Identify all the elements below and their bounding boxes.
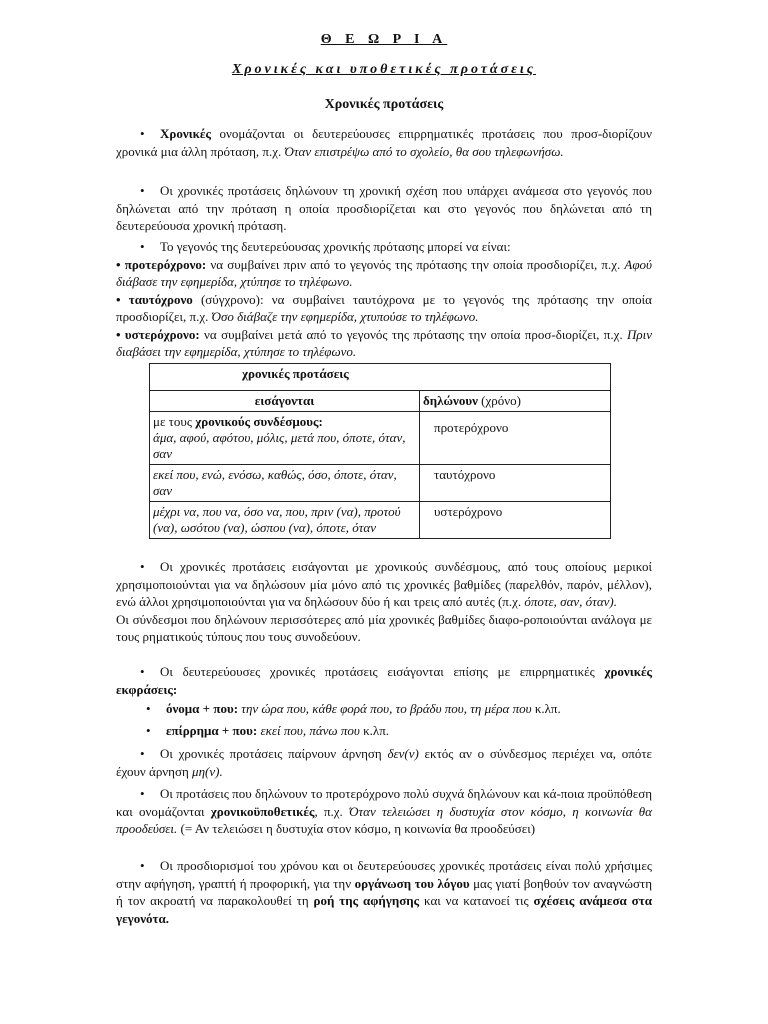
table-cell: ταυτόχρονο (420, 465, 611, 502)
paragraph-text: Το γεγονός της δευτερεύουσας χρονικής πρότασης μπορεί να είναι: (160, 239, 511, 254)
term-bold: χρονικοϋποθετικές (210, 803, 315, 819)
paragraph-types: • Το γεγονός της δευτερεύουσας χρονικής πρότασης μπορεί να είναι: • προτερόχρονο: να συμβαίνει πριν από το γεγονός της πρότασης την οποία προσδιορίζει, π.χ. Αφού διάβασε την εφημερίδα, χτύπησε το τηλέφωνο. • ταυτόχρονο (σύγχρονο): να συμβαίνει ταυτόχρονα με το γεγονός της πρότασης την οποία προσδιορίζει, π.χ. Όσο διάβαζε την εφημερίδα, χτυπούσε το τηλέφωνο. • υστερόχρονο: να συμβαίνει μετά από το γεγονός της πρότασης την οποία προσ-διορίζει, π.χ. Πριν διαβάσει την εφημερίδα, χτύπησε το τηλέφωνο. (116, 239, 652, 359)
table-header: χρονικές προτάσεις (150, 364, 611, 391)
example-text: εκεί που, πάνω που (257, 723, 360, 738)
table-row (150, 502, 611, 539)
term-bold: χρονικές εκφράσεις: (116, 664, 652, 697)
paragraph-negation: • Οι χρονικές προτάσεις παίρνουν άρνηση δεν(ν) εκτός αν ο σύνδεσμος περιέχει να, οπότε έχουν άρνηση μη(ν). (116, 746, 652, 779)
document-subtitle: Χρονικές και υποθετικές προτάσεις (232, 62, 536, 77)
column-header-bold: δηλώνουν (423, 393, 478, 408)
paragraph-text: ονομάζονται οι δευτερεύουσες επιρρηματικές προτάσεις που προσ-διορίζουν χρονικά μια άλλη πρόταση, π.χ. (116, 126, 652, 159)
document-title: Θ Ε Ω Ρ Ι Α (320, 32, 448, 47)
cell-bold: χρονικούς συνδέσμους: (195, 414, 323, 429)
list-text: να συμβαίνει ταυτόχρονα με το γεγονός της πρότασης την οποία προσδιορίζει, π.χ. (116, 291, 652, 324)
paragraph-usage: • Οι προσδιορισμοί του χρόνου και οι δευτερεύουσες χρονικές προτάσεις είναι πολύ χρήσιμες στην αφήγηση, γραπτή ή προφορική, για την οργάνωση του λόγου μας γιατί βοηθούν τον αναγνώστη ή τον ακροατή να παρακολουθεί τη ροή της αφήγησης και να κατανοεί τις σχέσεις ανάμεσα στα γεγονότα. (116, 858, 652, 926)
list-item-noun-pou: • όνομα + που: την ώρα που, κάθε φορά που, το βράδυ που, τη μέρα που κ.λπ. (146, 701, 561, 716)
list-label: • προτερόχρονο: (116, 256, 207, 272)
table-cell (150, 502, 420, 539)
list-item (116, 326, 652, 361)
section-heading: Χρονικές προτάσεις (324, 97, 444, 112)
example-text: Όσο διάβαζε την εφημερίδα, χτυπούσε το τηλέφωνο. (211, 309, 479, 324)
paragraph-conjunctions: • Οι χρονικές προτάσεις εισάγονται με χρονικούς συνδέσμους, από τους οποίους μερικοί χρησιμοποιούνται για να δηλώσουν μία μόνο από τις χρονικές βαθμίδες (παρελθόν, παρόν, μέλλον), ενώ άλλοι χρησιμοποιούνται για να δηλώσουν δύο ή και τρεις από αυτές (π.χ. όποτε, σαν, όταν). Οι σύνδεσμοι που δηλώνουν περισσότερες από μία χρονικές βαθμίδες διαφο-ροποιούνται ανάλογα με τους ρηματικούς τύπους που τους συνοδεύουν. (116, 559, 652, 644)
paragraph-relation: • Οι χρονικές προτάσεις δηλώνουν τη χρονική σχέση που υπάρχει ανάμεσα στο γεγονός που δηλώνεται από την πρόταση η οποία προσδιορίζεται και στο γεγονός που δηλώνεται από τη δευτερεύουσα χρονική πρόταση. (116, 183, 652, 233)
list-label: • ταυτόχρονο (116, 291, 193, 307)
paragraph-conditional: • Οι προτάσεις που δηλώνουν το προτερόχρονο πολύ συχνά δηλώνουν και κά-ποια προϋπόθεση και ονομάζονται χρονικοϋποθετικές, π.χ. Όταν τελειώσει η δυστυχία στον κόσμο, η κοινωνία θα προοδεύσει. (= Αν τελειώσει η δυστυχία στον κόσμο, η κοινωνία θα προοδεύσει) (116, 786, 652, 836)
example-text: Πριν διαβάσει την εφημερίδα, χτύπησε το τηλέφωνο. (116, 326, 652, 359)
term-bold: ροή της αφήγησης (313, 893, 420, 908)
example-text: μη(ν). (192, 763, 223, 779)
cell-list: μέχρι να, που να, όσο να, που, πριν (να), προτού (να), ωσότου (να), ώσπου (να), όποτε, όταν (153, 504, 401, 535)
list-paren: (σύγχρονο): (192, 291, 264, 307)
conjunctions-table (149, 363, 611, 539)
term-bold: όνομα + που: (166, 701, 239, 716)
paragraph-text: Οι χρονικές προτάσεις δηλώνουν τη χρονική σχέση που υπάρχει ανάμεσα στο γεγονός που δηλώνεται από την πρόταση η οποία προσδιορίζεται και στο γεγονός που δηλώνεται από τη δευτερεύουσα χρονική πρόταση. (116, 183, 652, 233)
list-item (116, 256, 652, 291)
column-header-introduced: εισάγονται (150, 391, 420, 412)
example-text: Όταν επιστρέψω από το σχολείο, θα σου τηλεφωνήσω. (284, 143, 564, 159)
example-text: δεν(ν) (387, 746, 419, 761)
list-item-adverb-pou: • επίρρημα + που: εκεί που, πάνω που κ.λπ. (146, 723, 390, 738)
paragraph-expressions: • Οι δευτερεύουσες χρονικές προτάσεις εισάγονται επίσης με επιρρηματικές χρονικές εκφράσεις: (116, 664, 652, 697)
paragraph-text: Οι χρονικές προτάσεις παίρνουν άρνηση (160, 746, 388, 761)
paragraph-text: Οι δευτερεύουσες χρονικές προτάσεις εισάγονται επίσης με επιρρηματικές (160, 664, 605, 679)
paragraph-text: Οι σύνδεσμοι που δηλώνουν περισσότερες από μία χρονικές βαθμίδες διαφο-ροποιούνται ανάλογα με τους ρηματικούς τύπους που τους συνοδεύουν. (116, 611, 652, 644)
example-text: Αφού διάβασε την εφημερίδα, χτύπησε το τηλέφωνο. (116, 256, 652, 289)
table-row (150, 465, 611, 502)
paragraph-text: Οι προσδιορισμοί του χρόνου και οι δευτερεύουσες χρονικές προτάσεις είναι πολύ χρήσιμες στην αφήγηση, γραπτή ή προφορική, για την (116, 858, 652, 891)
paragraph-text: και να κατανοεί τις (419, 893, 534, 908)
table-cell: υστερόχρονο (420, 502, 611, 539)
paragraph-text: κ.λπ. (531, 701, 561, 716)
list-item (116, 291, 652, 326)
paragraph-text: εκτός αν ο σύνδεσμος περιέχει να, οπότε έχουν άρνηση (116, 746, 652, 779)
table-row (150, 412, 611, 465)
example-text: την ώρα που, κάθε φορά που, το βράδυ που, τη μέρα που (238, 701, 532, 716)
list-label: • υστερόχρονο: (116, 326, 200, 342)
column-header-rest: (χρόνο) (477, 393, 521, 408)
table-cell: προτερόχρονο (420, 412, 611, 465)
cell-prefix: με τους (153, 414, 196, 429)
paragraph-text: Οι προτάσεις που δηλώνουν το προτερόχρονο πολύ συχνά δηλώνουν και κά-ποια προϋπόθεση και ονομάζονται (116, 786, 652, 819)
term-bold: Χρονικές (160, 126, 211, 141)
list-text: να συμβαίνει μετά από το γεγονός της πρότασης την οποία προσ-διορίζει, π.χ. (199, 326, 627, 342)
example-text: όποτε, σαν, όταν). (524, 594, 618, 609)
example-text: Όταν τελειώσει η δυστυχία στον κόσμο, η κοινωνία θα προοδεύσει. (116, 803, 652, 836)
paragraph-text: (= Αν τελειώσει η δυστυχία στον κόσμο, η κοινωνία θα προοδεύσει) (177, 821, 536, 836)
paragraph-text: Οι χρονικές προτάσεις εισάγονται με χρονικούς συνδέσμους, από τους οποίους μερικοί χρησιμοποιούνται για να δηλώσουν μία μόνο από τις χρονικές βαθμίδες (παρελθόν, παρόν, μέλλον), ενώ άλλοι χρησιμοποιούνται για να δηλώσουν δύο ή και τρεις από αυτές (π.χ. (116, 559, 652, 609)
term-bold: επίρρημα + που: (166, 723, 258, 738)
column-header-denotes (420, 391, 611, 412)
paragraph-text: μας γιατί βοηθούν τον αναγνώστη ή τον ακροατή να παρακολουθεί τη (116, 875, 652, 908)
cell-list: άμα, αφού, αφότου, μόλις, μετά που, όποτε, όταν, σαν (153, 430, 406, 461)
table-cell (150, 412, 420, 465)
term-bold: σχέσεις ανάμεσα στα γεγονότα. (116, 893, 652, 926)
paragraph-text: , π.χ. (314, 803, 350, 819)
term-bold: οργάνωση του λόγου (354, 875, 470, 891)
paragraph-text: κ.λπ. (359, 723, 390, 738)
table-cell (150, 465, 420, 502)
list-text: να συμβαίνει πριν από το γεγονός της πρότασης την οποία προσδιορίζει, π.χ. (206, 256, 625, 272)
cell-list: εκεί που, ενώ, ενόσω, καθώς, όσο, όποτε, όταν, σαν (153, 467, 397, 498)
paragraph-definition: • Χρονικές ονομάζονται οι δευτερεύουσες επιρρηματικές προτάσεις που προσ-διορίζουν χρονικά μια άλλη πρόταση, π.χ. Όταν επιστρέψω από το σχολείο, θα σου τηλεφωνήσω. (116, 126, 652, 159)
